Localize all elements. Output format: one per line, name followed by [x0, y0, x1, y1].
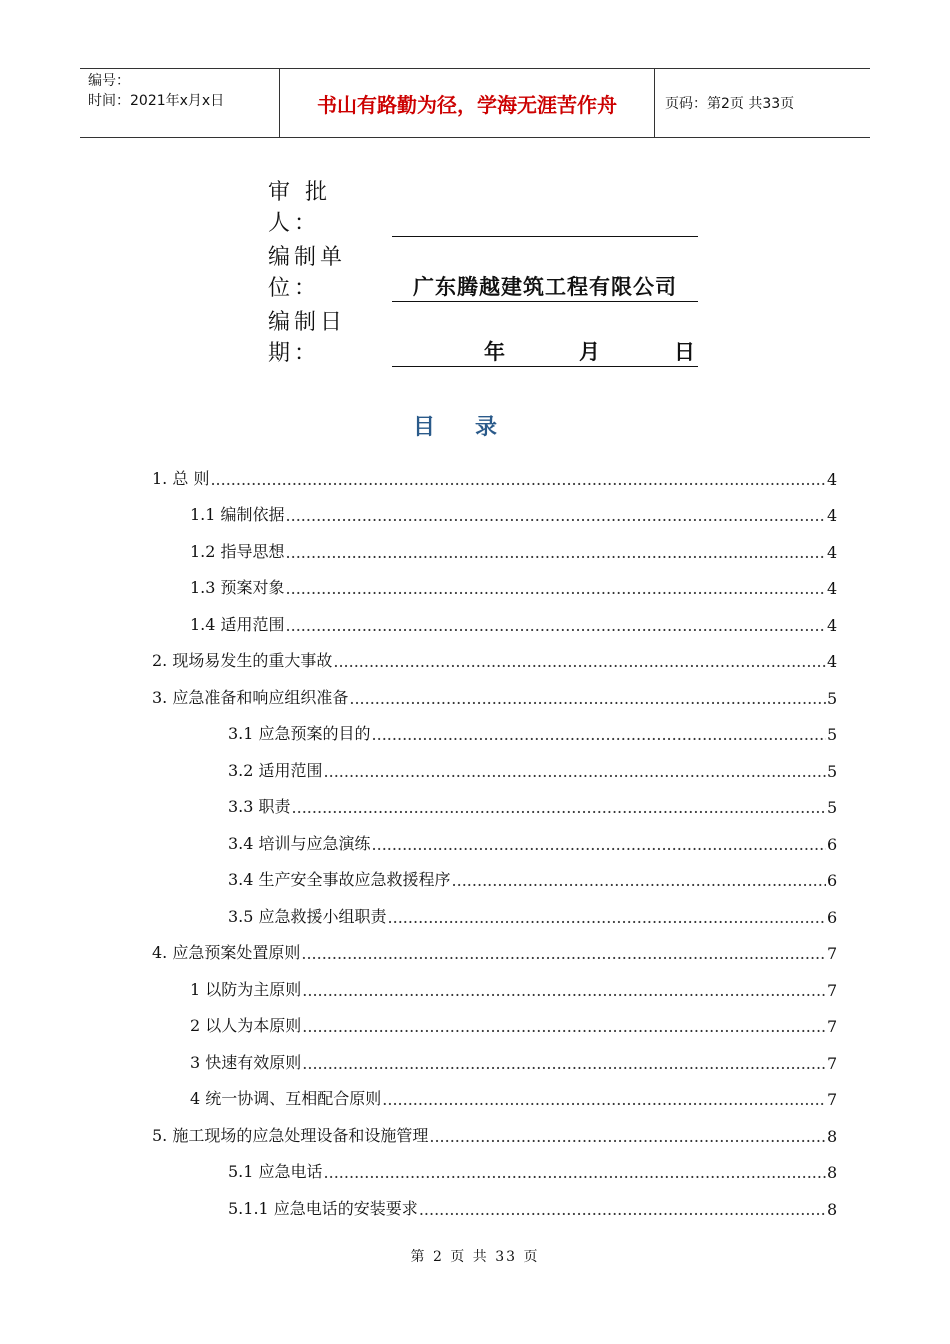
date-year: 年 — [484, 339, 506, 364]
approver-value — [392, 207, 698, 237]
date-row — [268, 305, 698, 367]
toc-entry-page: 7 — [827, 1090, 838, 1109]
toc-entry[interactable] — [152, 525, 837, 562]
toc-leader-dots — [302, 981, 826, 1000]
toc-entry-label: 1.3 预案对象 — [190, 578, 285, 597]
toc-entry-page: 4 — [827, 506, 838, 525]
toc-leader-dots — [349, 689, 826, 708]
toc-entry-label: 4. 应急预案处置原则 — [152, 943, 301, 962]
toc-leader-dots — [286, 616, 826, 635]
header-meta — [80, 69, 280, 137]
toc-entry-label: 5.1.1 应急电话的安装要求 — [228, 1198, 418, 1218]
toc-entry-page: 7 — [827, 944, 838, 963]
toc-entry-label: 5.1 应急电话 — [228, 1162, 323, 1181]
toc-leader-dots — [286, 543, 826, 562]
toc-entry-page: 6 — [827, 907, 838, 927]
toc-entry-page: 6 — [827, 834, 838, 854]
header-page-info: 页码：第2页 共33页 — [665, 96, 795, 112]
toc-entry[interactable] — [152, 1182, 837, 1219]
toc-entry-label: 3.5 应急救援小组职责 — [228, 906, 387, 926]
toc-entry[interactable] — [152, 817, 837, 854]
toc-entry-label: 3.4 生产安全事故应急救援程序 — [228, 870, 451, 889]
toc-leader-dots — [286, 579, 826, 598]
organization-label: 编制单位： — [268, 245, 347, 301]
toc-entry[interactable] — [152, 452, 837, 489]
date-month: 月 — [579, 339, 601, 364]
toc-entry[interactable] — [152, 1036, 837, 1073]
date-day: 日 — [674, 339, 696, 364]
toc-entry-label: 3.4 培训与应急演练 — [228, 833, 371, 853]
toc-leader-dots — [372, 835, 826, 854]
toc-title: 目录 — [412, 414, 537, 440]
toc-entry-page: 4 — [827, 579, 838, 598]
toc-entry[interactable] — [152, 635, 837, 672]
approver-row — [268, 175, 698, 237]
toc-entry[interactable] — [152, 963, 837, 1000]
date-value — [392, 337, 698, 367]
toc-leader-dots — [302, 1017, 826, 1036]
toc-entry-page: 7 — [827, 1053, 838, 1073]
toc-entry-label: 3.2 适用范围 — [228, 760, 323, 780]
toc-leader-dots — [292, 798, 826, 817]
toc-leader-dots — [382, 1090, 826, 1109]
toc-entry-page: 4 — [827, 652, 838, 671]
document-number: 编号： — [88, 73, 130, 89]
toc-entry-page: 8 — [827, 1163, 838, 1182]
toc-entry-label: 3.3 职责 — [228, 797, 291, 816]
toc-entry-page: 5 — [827, 761, 838, 781]
toc-entry[interactable] — [152, 708, 837, 745]
toc-entry-label: 1.2 指导思想 — [190, 541, 285, 561]
document-time: 时间：2021年x月x日 — [88, 93, 225, 109]
toc-leader-dots — [388, 908, 826, 927]
toc-leader-dots — [372, 725, 826, 744]
toc-entry[interactable] — [152, 562, 837, 599]
page-footer: 第 2 页 共 33 页 — [410, 1249, 540, 1265]
toc-leader-dots — [301, 944, 826, 963]
toc-entry[interactable] — [152, 489, 837, 526]
toc-entry-page: 7 — [827, 980, 838, 1000]
toc-entry-page: 7 — [827, 1017, 838, 1036]
toc-entry-label: 2. 现场易发生的重大事故 — [152, 651, 333, 670]
toc-entry-page: 6 — [827, 871, 838, 890]
toc-entry[interactable] — [152, 1146, 837, 1183]
toc-leader-dots — [324, 1163, 826, 1182]
toc-entry-label: 5. 施工现场的应急处理设备和设施管理 — [152, 1125, 429, 1145]
toc-leader-dots — [429, 1127, 826, 1146]
toc-entry[interactable] — [152, 671, 837, 708]
toc-entry-label: 4 统一协调、互相配合原则 — [190, 1089, 382, 1108]
toc-entry[interactable] — [152, 1073, 837, 1110]
toc-leader-dots — [286, 506, 826, 525]
toc-entry[interactable] — [152, 890, 837, 927]
toc-leader-dots — [419, 1200, 826, 1219]
toc-entry[interactable] — [152, 927, 837, 964]
organization-value: 广东腾越建筑工程有限公司 — [392, 272, 698, 302]
toc-leader-dots — [302, 1054, 826, 1073]
toc-entry[interactable] — [152, 1109, 837, 1146]
toc-entry[interactable] — [152, 598, 837, 635]
toc-leader-dots — [333, 652, 826, 671]
toc-entry-label: 1.1 编制依据 — [190, 505, 285, 524]
toc-entry-label: 1. 总 则 — [152, 468, 210, 488]
page-header — [80, 68, 870, 138]
toc-entry[interactable] — [152, 744, 837, 781]
toc-entry-page: 5 — [827, 688, 838, 708]
toc-leader-dots — [210, 470, 826, 489]
toc-entry-page: 5 — [827, 725, 838, 744]
toc-leader-dots — [452, 871, 826, 890]
table-of-contents — [152, 452, 837, 1219]
toc-entry-label: 3 快速有效原则 — [190, 1052, 302, 1072]
toc-entry[interactable] — [152, 781, 837, 818]
toc-entry-label: 1 以防为主原则 — [190, 979, 302, 999]
date-label: 编制日期： — [268, 310, 347, 366]
toc-entry[interactable] — [152, 854, 837, 891]
toc-entry[interactable] — [152, 1000, 837, 1037]
approver-label: 审 批 人： — [268, 180, 331, 236]
toc-entry-label: 3.1 应急预案的目的 — [228, 724, 371, 743]
toc-entry-page: 8 — [827, 1126, 838, 1146]
toc-entry-label: 1.4 适用范围 — [190, 614, 285, 634]
toc-leader-dots — [324, 762, 826, 781]
toc-entry-page: 4 — [827, 469, 838, 489]
toc-entry-page: 4 — [827, 615, 838, 635]
organization-row — [268, 240, 698, 302]
toc-entry-page: 5 — [827, 798, 838, 817]
header-motto: 书山有路勤为径，学海无涯苦作舟 — [280, 69, 655, 137]
toc-entry-page: 8 — [827, 1199, 838, 1219]
toc-entry-page: 4 — [827, 542, 838, 562]
toc-entry-label: 2 以人为本原则 — [190, 1016, 302, 1035]
toc-entry-label: 3. 应急准备和响应组织准备 — [152, 687, 349, 707]
